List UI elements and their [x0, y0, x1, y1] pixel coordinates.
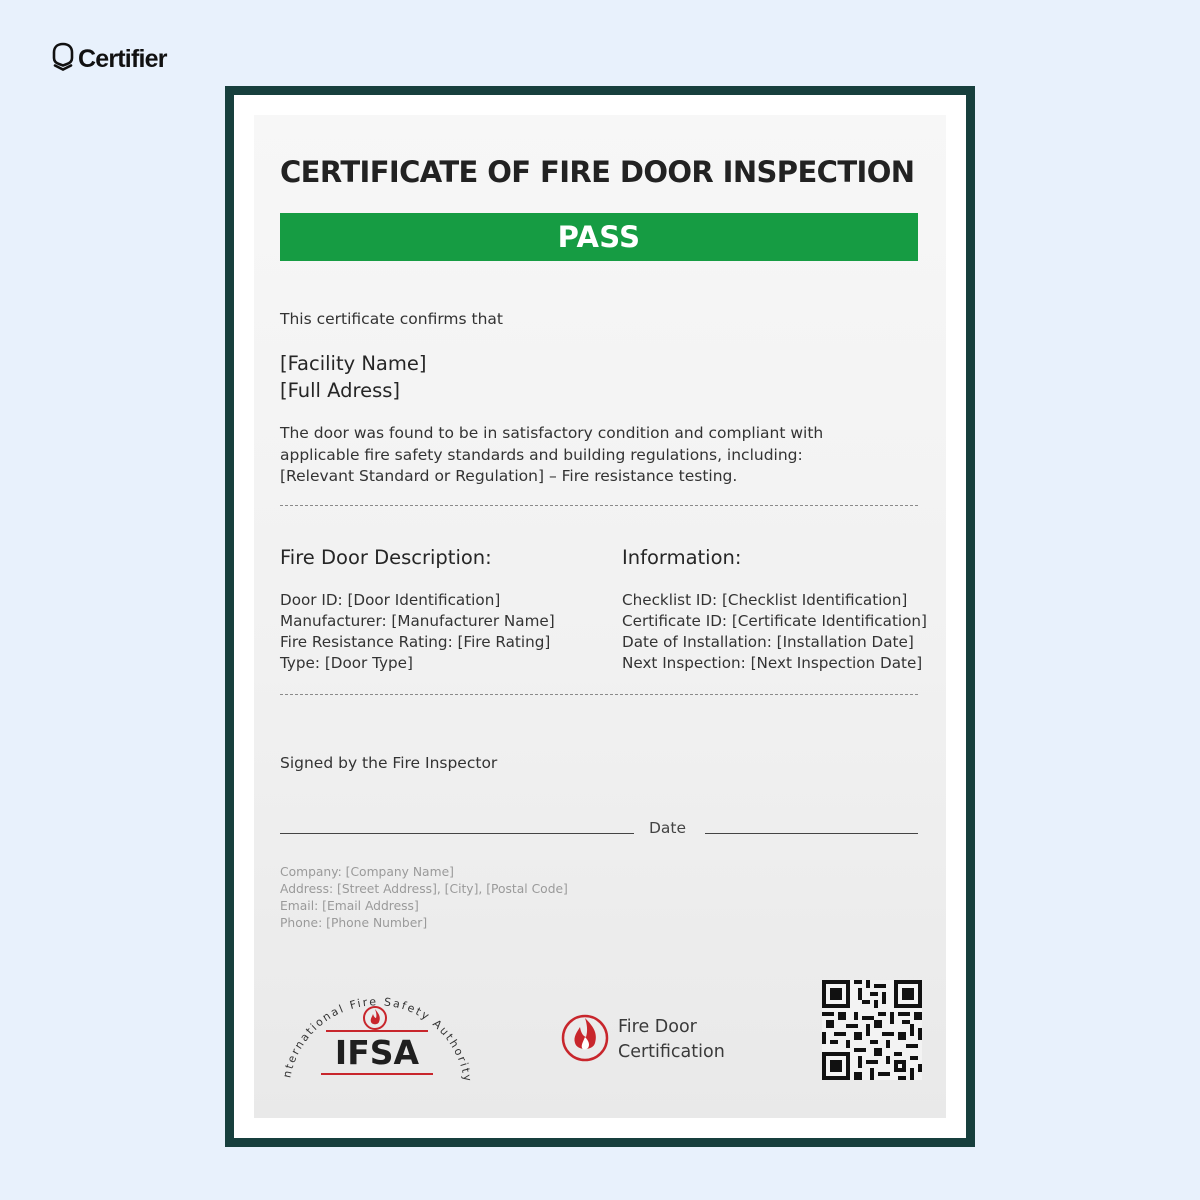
installation-date: Date of Installation: [Installation Date] [622, 633, 914, 651]
door-id: Door ID: [Door Identification] [280, 591, 501, 609]
door-description-title: Fire Door Description: [280, 546, 492, 569]
divider [280, 505, 918, 506]
checklist-id: Checklist ID: [Checklist Identification] [622, 591, 908, 609]
brand-name: Certifier [78, 44, 167, 73]
ifsa-arc-text: nternational Fire Safety Authority [280, 995, 475, 1085]
fire-rating: Fire Resistance Rating: [Fire Rating] [280, 633, 551, 651]
status-badge: PASS [280, 213, 918, 261]
statement-line: applicable fire safety standards and building regulations, including: [280, 445, 803, 464]
manufacturer: Manufacturer: [Manufacturer Name] [280, 612, 555, 630]
company: Company: [Company Name] [280, 865, 454, 879]
fire-door-certification-logo [560, 1013, 725, 1067]
signature-line [280, 833, 634, 834]
certificate-border [234, 95, 966, 1138]
fire-door-label: Fire Door [618, 1017, 697, 1037]
information-title: Information: [622, 546, 742, 569]
door-description-list [280, 590, 555, 674]
email: Email: [Email Address] [280, 899, 419, 913]
compliance-statement [280, 423, 880, 488]
divider [280, 694, 918, 695]
date-label: Date [649, 819, 687, 837]
flame-icon [560, 1013, 610, 1067]
certifier-brand[interactable] [52, 42, 167, 76]
certificate-title: CERTIFICATE OF FIRE DOOR INSPECTION [280, 155, 915, 189]
certificate-frame [225, 86, 975, 1147]
facility-address: [Full Adress] [280, 379, 401, 402]
contact-block [280, 864, 568, 932]
qr-code-icon[interactable] [822, 980, 922, 1080]
ifsa-seal [276, 980, 476, 1095]
information-list [622, 590, 927, 674]
intro-text: This certificate confirms that [280, 310, 504, 328]
ifsa-abbreviation: IFSA [334, 1033, 420, 1072]
statement-line: The door was found to be in satisfactory condition and compliant with [280, 424, 824, 442]
facility-block [280, 350, 426, 404]
certificate-id: Certificate ID: [Certificate Identification] [622, 612, 927, 630]
statement-line: [Relevant Standard or Regulation] – Fire resistance testing. [280, 467, 738, 485]
phone: Phone: [Phone Number] [280, 916, 428, 930]
certification-label: Certification [618, 1042, 725, 1062]
address: Address: [Street Address], [City], [Postal Code] [280, 882, 568, 896]
door-type: Type: [Door Type] [280, 654, 413, 672]
signed-by-label: Signed by the Fire Inspector [280, 754, 498, 772]
certificate-paper [254, 115, 946, 1118]
date-line [705, 833, 918, 834]
flame-icon [364, 1007, 386, 1029]
certifier-logo-icon [52, 42, 74, 76]
next-inspection: Next Inspection: [Next Inspection Date] [622, 654, 923, 672]
facility-name: [Facility Name] [280, 352, 427, 375]
